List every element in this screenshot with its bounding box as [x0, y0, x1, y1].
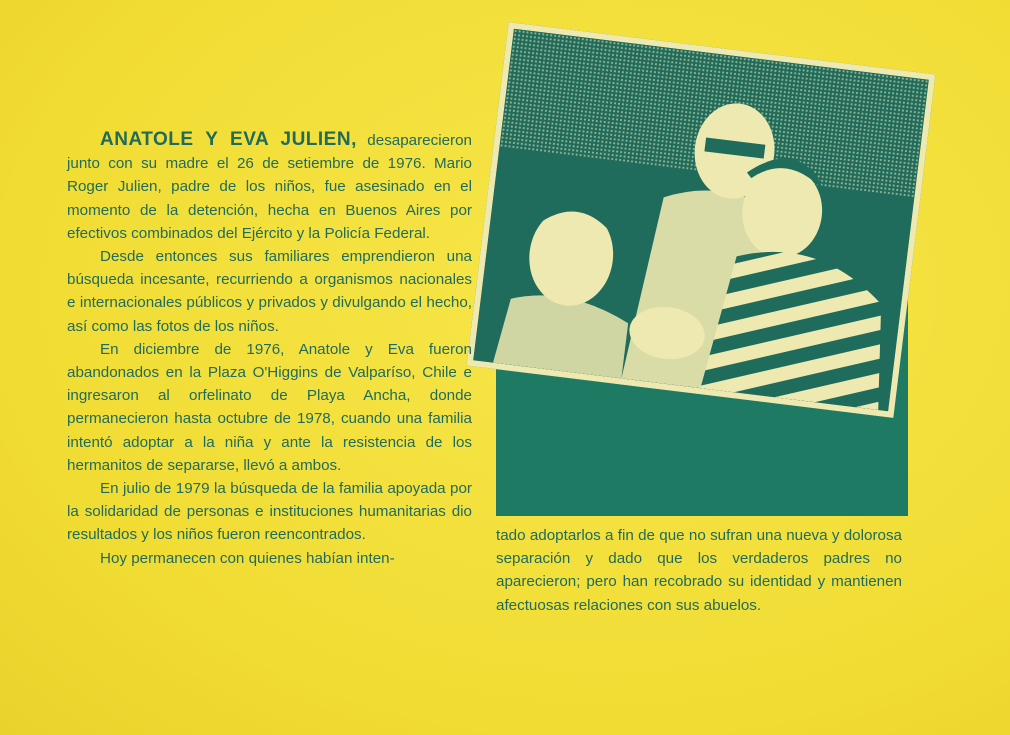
paragraph-5-end: tado adoptarlos a fin de que no sufran una nueva y dolorosa separación y dado que los verdaderos padres no aparecieron; pero han recobrado su identidad y mantienen afectuosas relaciones con sus abuelos.: [496, 527, 902, 614]
paragraph-3: En diciembre de 1976, Anatole y Eva fueron abandonados en la Plaza O'Higgins de Valparíso, Chile e ingresaron al orfelinato de Playa Ancha, donde permanecieron hasta octubre de 1978, cuando una familia intentó adoptar a la niña y ante la resistencia de los hermanitos de separarse, llevó a ambos.: [67, 340, 472, 474]
paragraph-4: En julio de 1979 la búsqueda de la familia apoyada por la solidaridad de personas e instituciones humanitarias dio resultados y los niños fueron reencontrados.: [67, 480, 472, 544]
paragraph-1: [67, 128, 472, 245]
paragraph-1-text: desaparecieron junto con su madre el 26 de setiembre de 1976. Mario Roger Julien, padre de los niños, fue asesinado en el momento de la detención, hecha en Buenos Aires por efectivos combinados del Ejército y la Policía Federal.: [67, 132, 472, 242]
paragraph-5-start: Hoy permanecen con quienes habían inten-: [100, 549, 395, 567]
family-photo: [467, 22, 936, 418]
photo-frame: [467, 22, 936, 418]
family-photo-illustration: [473, 29, 929, 411]
paragraph-2: Desde entonces sus familiares emprendieron una búsqueda incesante, recurriendo a organismos nacionales e internacionales públicos y privados y divulgando el hecho, así como las fotos de los niños.: [67, 248, 472, 335]
lead-name-heading: ANATOLE Y EVA JULIEN,: [100, 129, 357, 150]
article-left-column: [67, 128, 472, 570]
article-right-column: [496, 524, 902, 617]
